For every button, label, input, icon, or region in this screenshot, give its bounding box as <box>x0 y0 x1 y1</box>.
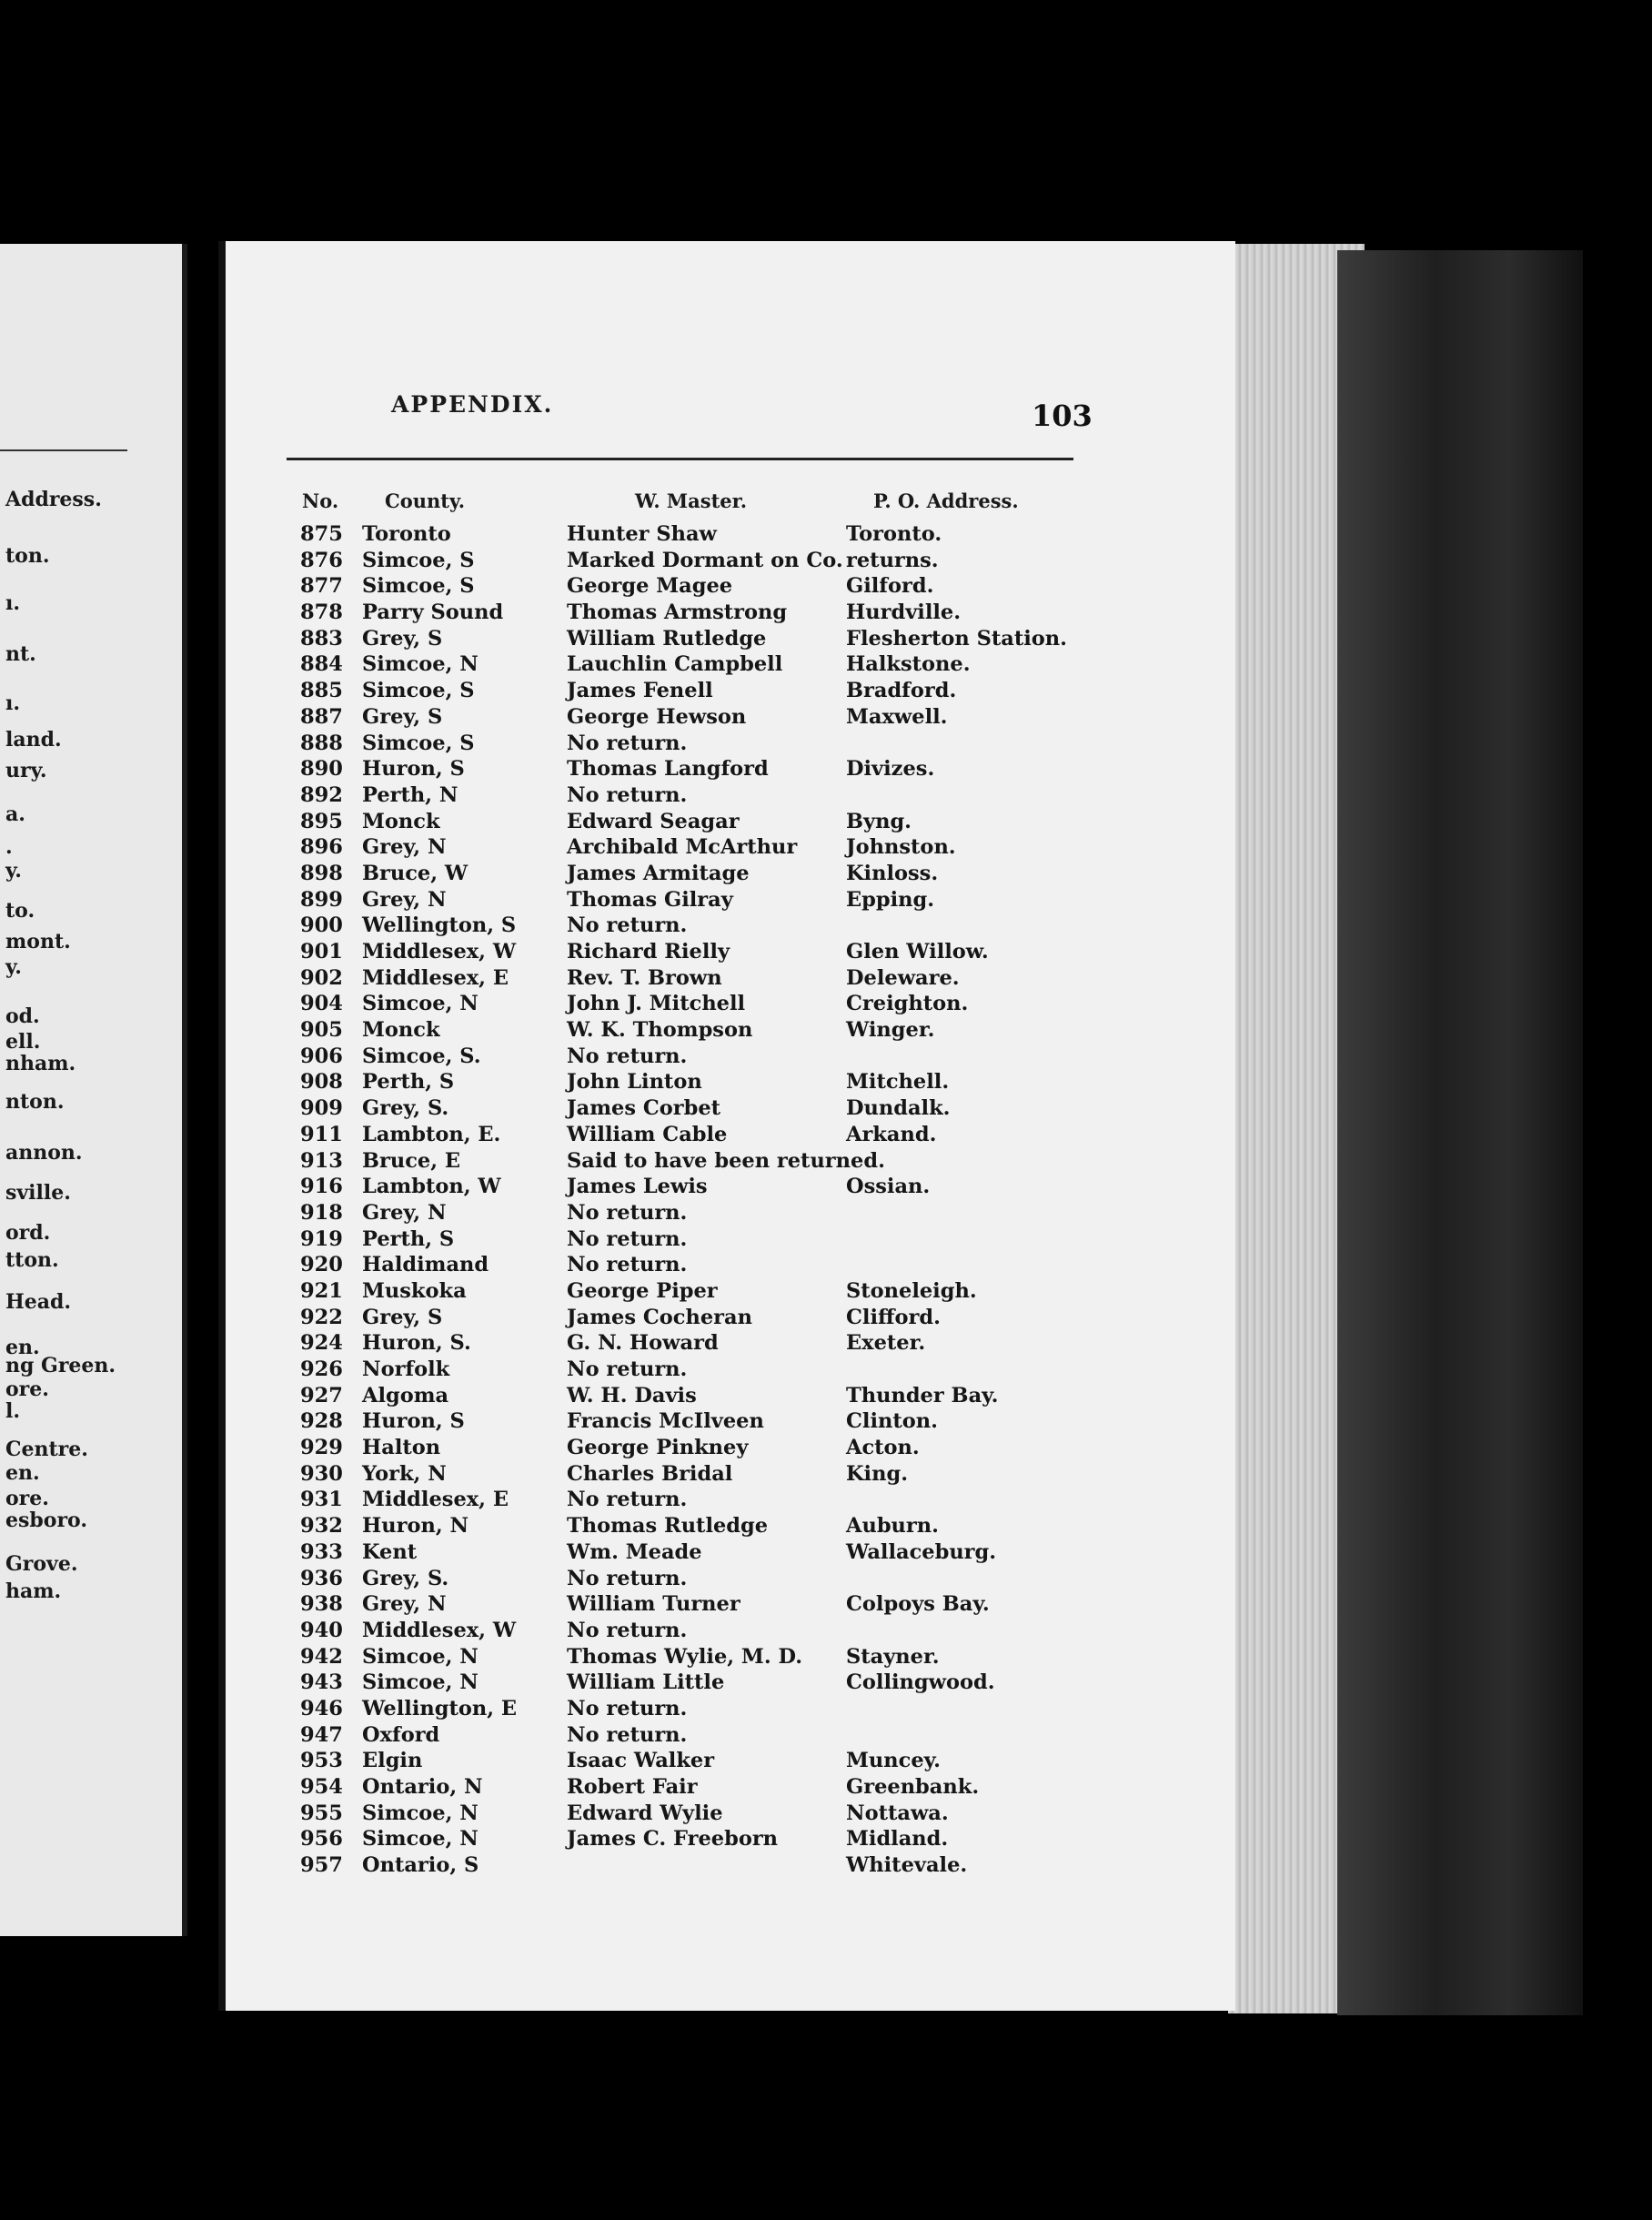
running-head: APPENDIX. <box>391 391 554 418</box>
table-row <box>0 913 1228 940</box>
worshipful-master: Hunter Shaw <box>567 522 717 546</box>
worshipful-master: No return. <box>567 731 688 755</box>
table-row <box>0 1044 1228 1071</box>
county: Middlesex, W <box>362 1618 517 1642</box>
post-office-address: Deleware. <box>846 965 960 990</box>
table-row <box>0 1201 1228 1227</box>
worshipful-master: George Piper <box>567 1278 718 1303</box>
left-page-fragment: ore. <box>5 1487 49 1510</box>
lodge-number: 928 <box>300 1409 343 1434</box>
table-row <box>0 1149 1228 1176</box>
lodge-number: 930 <box>300 1461 343 1486</box>
left-page-fragment: ord. <box>5 1221 51 1245</box>
worshipful-master: W. H. Davis <box>567 1383 697 1408</box>
worshipful-master: No return. <box>567 1566 688 1590</box>
post-office-address: Muncey. <box>846 1749 941 1773</box>
lodge-number: 940 <box>300 1618 343 1642</box>
county: Huron, N <box>362 1514 469 1539</box>
county: Bruce, W <box>362 861 468 885</box>
post-office-address: Gilford. <box>846 574 934 599</box>
table-row <box>0 1567 1228 1593</box>
lodge-number: 943 <box>300 1670 343 1695</box>
left-page-fragment: to. <box>5 899 35 923</box>
worshipful-master: William Cable <box>567 1122 728 1146</box>
left-page-fragment: ı. <box>5 591 21 615</box>
worshipful-master: Isaac Walker <box>567 1749 715 1773</box>
lodge-number: 890 <box>300 757 343 782</box>
worshipful-master: Edward Seagar <box>567 809 740 833</box>
left-page-fragment: ı. <box>5 691 21 715</box>
table-row <box>0 1488 1228 1514</box>
table-row <box>0 1175 1228 1201</box>
post-office-address: Acton. <box>846 1436 920 1460</box>
worshipful-master: Said to have been returned. <box>567 1148 885 1173</box>
county: Bruce, E <box>362 1148 461 1173</box>
post-office-address: Auburn. <box>846 1514 939 1539</box>
left-page-fragment: Address. <box>5 488 102 511</box>
left-page-fragment: ore. <box>5 1377 49 1401</box>
table-row <box>0 940 1228 966</box>
table-row <box>0 992 1228 1018</box>
lodge-number: 887 <box>300 704 343 729</box>
table-row <box>0 1227 1228 1254</box>
county: Simcoe, S. <box>362 1044 481 1068</box>
worshipful-master: Francis McIlveen <box>567 1409 764 1434</box>
lodge-number: 957 <box>300 1853 343 1878</box>
county: Kent <box>362 1539 418 1564</box>
post-office-address: Clinton. <box>846 1409 938 1434</box>
table-row <box>0 1384 1228 1410</box>
lodge-number: 916 <box>300 1175 343 1199</box>
table-row <box>0 1253 1228 1279</box>
left-page-fragment: annon. <box>5 1141 83 1165</box>
table-row <box>0 522 1228 549</box>
county: Huron, S <box>362 757 465 782</box>
county: Perth, S <box>362 1226 455 1251</box>
county: Monck <box>362 809 440 833</box>
worshipful-master: No return. <box>567 1253 688 1277</box>
post-office-address: Winger. <box>846 1018 935 1043</box>
lodge-number: 922 <box>300 1305 343 1329</box>
county: Muskoka <box>362 1278 467 1303</box>
worshipful-master: Rev. T. Brown <box>567 965 722 990</box>
post-office-address: Byng. <box>846 809 912 833</box>
table-row <box>0 627 1228 653</box>
table-row <box>0 1070 1228 1096</box>
county: Grey, N <box>362 887 447 912</box>
lodge-number: 909 <box>300 1096 343 1121</box>
lodge-number: 898 <box>300 861 343 885</box>
post-office-address: Flesherton Station. <box>846 626 1067 651</box>
lodge-number: 929 <box>300 1436 343 1460</box>
left-page-fragment: nham. <box>5 1052 76 1075</box>
table-row <box>0 1306 1228 1332</box>
table-row <box>0 1409 1228 1436</box>
left-page-fragment: en. <box>5 1461 40 1485</box>
county: Halton <box>362 1436 441 1460</box>
lodge-number: 924 <box>300 1331 343 1356</box>
left-page-fragment: ng Green. <box>5 1354 116 1377</box>
post-office-address: Wallaceburg. <box>846 1539 997 1564</box>
lodge-number: 877 <box>300 574 343 599</box>
county: Grey, N <box>362 1592 447 1617</box>
county: Oxford <box>362 1722 440 1747</box>
table-row <box>0 1697 1228 1723</box>
worshipful-master: William Rutledge <box>567 626 767 651</box>
post-office-address: Dundalk. <box>846 1096 951 1121</box>
county: Simcoe, S <box>362 548 475 572</box>
table-row <box>0 1775 1228 1801</box>
worshipful-master: No return. <box>567 1696 688 1720</box>
left-page-rule <box>0 449 127 451</box>
post-office-address: Thunder Bay. <box>846 1383 999 1408</box>
worshipful-master: Lauchlin Campbell <box>567 652 783 677</box>
lodge-number: 954 <box>300 1775 343 1799</box>
post-office-address: Divizes. <box>846 757 935 782</box>
worshipful-master: W. K. Thompson <box>567 1018 753 1043</box>
worshipful-master: Edward Wylie <box>567 1801 723 1825</box>
county: Ontario, N <box>362 1775 483 1799</box>
worshipful-master: Robert Fair <box>567 1775 698 1799</box>
county: Grey, S. <box>362 1096 449 1121</box>
table-row <box>0 679 1228 705</box>
table-row <box>0 1436 1228 1462</box>
lodge-number: 895 <box>300 809 343 833</box>
county: Simcoe, N <box>362 1670 478 1695</box>
col-header-no: No. <box>302 489 339 512</box>
table-row <box>0 652 1228 679</box>
post-office-address: Halkstone. <box>846 652 971 677</box>
left-page-fragment: od. <box>5 1004 40 1028</box>
post-office-address: Colpoys Bay. <box>846 1592 990 1617</box>
col-header-address: P. O. Address. <box>873 489 1019 512</box>
lodge-number: 888 <box>300 731 343 755</box>
worshipful-master: No return. <box>567 782 688 807</box>
left-page-fragment: . <box>5 835 13 859</box>
worshipful-master: No return. <box>567 1488 688 1512</box>
table-row <box>0 1357 1228 1384</box>
worshipful-master: James Armitage <box>567 861 750 885</box>
county: Perth, N <box>362 782 458 807</box>
county: Grey, S <box>362 1305 443 1329</box>
worshipful-master: Marked Dormant on Co. <box>567 548 843 572</box>
left-page-fragment: mont. <box>5 930 71 954</box>
table-row <box>0 1723 1228 1750</box>
post-office-address: Collingwood. <box>846 1670 995 1695</box>
county: Huron, S. <box>362 1331 471 1356</box>
lodge-number: 955 <box>300 1801 343 1825</box>
worshipful-master: No return. <box>567 1226 688 1251</box>
worshipful-master: No return. <box>567 1200 688 1225</box>
table-row <box>0 1018 1228 1044</box>
worshipful-master: Richard Rielly <box>567 940 730 964</box>
left-page-fragment: en. <box>5 1336 40 1359</box>
worshipful-master: Thomas Rutledge <box>567 1514 769 1539</box>
lodge-number: 902 <box>300 965 343 990</box>
left-page-fragment: nton. <box>5 1090 65 1114</box>
post-office-address: Greenbank. <box>846 1775 980 1799</box>
worshipful-master: James C. Freeborn <box>567 1827 779 1852</box>
lodge-number: 921 <box>300 1278 343 1303</box>
table-row <box>0 549 1228 575</box>
left-page-fragment: Centre. <box>5 1438 88 1461</box>
post-office-address: Glen Willow. <box>846 940 989 964</box>
worshipful-master: George Hewson <box>567 704 747 729</box>
county: Simcoe, N <box>362 1644 478 1669</box>
post-office-address: Creighton. <box>846 992 969 1016</box>
table-row <box>0 783 1228 810</box>
table-row <box>0 1279 1228 1306</box>
lodge-number: 946 <box>300 1696 343 1720</box>
post-office-address: Clifford. <box>846 1305 941 1329</box>
lodge-number: 905 <box>300 1018 343 1043</box>
lodge-number: 926 <box>300 1357 343 1381</box>
lodge-number: 883 <box>300 626 343 651</box>
left-page-fragment: tton. <box>5 1248 59 1272</box>
table-row <box>0 574 1228 600</box>
left-page-fragment: esboro. <box>5 1509 87 1532</box>
lodge-number: 913 <box>300 1148 343 1173</box>
table-row <box>0 1592 1228 1619</box>
worshipful-master: James Corbet <box>567 1096 721 1121</box>
table-row <box>0 732 1228 758</box>
table-row <box>0 757 1228 783</box>
lodge-number: 953 <box>300 1749 343 1773</box>
book-edge <box>1337 250 1583 2015</box>
lodge-number: 911 <box>300 1122 343 1146</box>
col-header-county: County. <box>385 489 466 512</box>
left-page-fragment: sville. <box>5 1181 71 1205</box>
county: Parry Sound <box>362 600 504 625</box>
worshipful-master: Thomas Gilray <box>567 887 733 912</box>
county: Simcoe, N <box>362 1801 478 1825</box>
worshipful-master: James Cocheran <box>567 1305 752 1329</box>
page-number: 103 <box>1032 399 1093 433</box>
table-row <box>0 1749 1228 1775</box>
worshipful-master: No return. <box>567 1044 688 1068</box>
county: Lambton, E. <box>362 1122 501 1146</box>
left-page-fragment: land. <box>5 728 62 752</box>
lodge-number: 936 <box>300 1566 343 1590</box>
table-row <box>0 1462 1228 1488</box>
worshipful-master: George Pinkney <box>567 1436 749 1460</box>
lodge-number: 906 <box>300 1044 343 1068</box>
lodge-number: 919 <box>300 1226 343 1251</box>
worshipful-master: No return. <box>567 913 688 938</box>
county: Grey, S. <box>362 1566 449 1590</box>
lodge-number: 942 <box>300 1644 343 1669</box>
post-office-address: Johnston. <box>846 835 956 860</box>
worshipful-master: Thomas Langford <box>567 757 769 782</box>
county: Haldimand <box>362 1253 489 1277</box>
lodge-number: 932 <box>300 1514 343 1539</box>
left-page-fragment: l. <box>5 1399 21 1423</box>
left-page-fragment: y. <box>5 955 22 979</box>
post-office-address: Bradford. <box>846 679 957 703</box>
table-row <box>0 1514 1228 1540</box>
lodge-number: 931 <box>300 1488 343 1512</box>
post-office-address: Stoneleigh. <box>846 1278 977 1303</box>
col-header-master: W. Master. <box>635 489 748 512</box>
worshipful-master: Wm. Meade <box>567 1539 702 1564</box>
county: Algoma <box>362 1383 449 1408</box>
worshipful-master: James Fenell <box>567 679 713 703</box>
post-office-address: Stayner. <box>846 1644 940 1669</box>
lodge-number: 938 <box>300 1592 343 1617</box>
county: Simcoe, N <box>362 1827 478 1852</box>
worshipful-master: John J. Mitchell <box>567 992 746 1016</box>
lodge-number: 947 <box>300 1722 343 1747</box>
header-rule <box>287 458 1073 460</box>
left-page-fragment: ton. <box>5 544 50 568</box>
worshipful-master: G. N. Howard <box>567 1331 719 1356</box>
post-office-address: Toronto. <box>846 522 942 546</box>
lodge-number: 920 <box>300 1253 343 1277</box>
lodge-number: 892 <box>300 782 343 807</box>
county: Monck <box>362 1018 440 1043</box>
left-page-fragment: ury. <box>5 759 47 782</box>
post-office-address: Epping. <box>846 887 935 912</box>
table-row <box>0 810 1228 836</box>
worshipful-master: William Little <box>567 1670 725 1695</box>
worshipful-master: Charles Bridal <box>567 1461 733 1486</box>
lodge-list <box>0 522 1228 1880</box>
table-row <box>0 705 1228 732</box>
county: Simcoe, S <box>362 679 475 703</box>
worshipful-master: No return. <box>567 1357 688 1381</box>
table-row <box>0 1123 1228 1149</box>
worshipful-master: No return. <box>567 1618 688 1642</box>
county: Simcoe, N <box>362 652 478 677</box>
post-office-address: King. <box>846 1461 909 1486</box>
worshipful-master: James Lewis <box>567 1175 708 1199</box>
lodge-number: 933 <box>300 1539 343 1564</box>
lodge-number: 901 <box>300 940 343 964</box>
left-page-fragment: Head. <box>5 1290 72 1314</box>
worshipful-master: Archibald McArthur <box>567 835 798 860</box>
post-office-address: Whitevale. <box>846 1853 968 1878</box>
lodge-number: 918 <box>300 1200 343 1225</box>
table-row <box>0 888 1228 914</box>
worshipful-master: Thomas Wylie, M. D. <box>567 1644 803 1669</box>
post-office-address: Arkand. <box>846 1122 937 1146</box>
post-office-address: Midland. <box>846 1827 949 1852</box>
post-office-address: Hurdville. <box>846 600 962 625</box>
county: Grey, S <box>362 626 443 651</box>
county: Grey, N <box>362 1200 447 1225</box>
county: Toronto <box>362 522 451 546</box>
county: Norfolk <box>362 1357 450 1381</box>
worshipful-master: John Linton <box>567 1070 702 1095</box>
lodge-number: 876 <box>300 548 343 572</box>
left-page-fragment: y. <box>5 859 22 883</box>
county: Grey, N <box>362 835 447 860</box>
county: Middlesex, E <box>362 1488 509 1512</box>
county: York, N <box>362 1461 447 1486</box>
lodge-number: 908 <box>300 1070 343 1095</box>
left-page-fragment: ell. <box>5 1030 41 1054</box>
table-row <box>0 1853 1228 1880</box>
county: Lambton, W <box>362 1175 501 1199</box>
county: Simcoe, S <box>362 574 475 599</box>
table-row <box>0 1619 1228 1645</box>
county: Grey, S <box>362 704 443 729</box>
post-office-address: Ossian. <box>846 1175 931 1199</box>
lodge-number: 956 <box>300 1827 343 1852</box>
left-page-fragment: nt. <box>5 642 36 666</box>
lodge-number: 904 <box>300 992 343 1016</box>
county: Perth, S <box>362 1070 455 1095</box>
county: Middlesex, W <box>362 940 517 964</box>
table-row <box>0 1670 1228 1697</box>
table-row <box>0 1096 1228 1123</box>
county: Ontario, S <box>362 1853 479 1878</box>
county: Simcoe, S <box>362 731 475 755</box>
worshipful-master: William Turner <box>567 1592 740 1617</box>
post-office-address: Mitchell. <box>846 1070 950 1095</box>
table-row <box>0 600 1228 627</box>
table-row <box>0 1827 1228 1853</box>
lodge-number: 885 <box>300 679 343 703</box>
county: Wellington, S <box>362 913 517 938</box>
lodge-number: 896 <box>300 835 343 860</box>
worshipful-master: Thomas Armstrong <box>567 600 788 625</box>
county: Huron, S <box>362 1409 465 1434</box>
county: Middlesex, E <box>362 965 509 990</box>
post-office-address: Maxwell. <box>846 704 948 729</box>
table-row <box>0 1331 1228 1357</box>
worshipful-master: George Magee <box>567 574 733 599</box>
lodge-number: 927 <box>300 1383 343 1408</box>
table-row <box>0 1645 1228 1671</box>
lodge-number: 884 <box>300 652 343 677</box>
table-row <box>0 966 1228 993</box>
county: Elgin <box>362 1749 423 1773</box>
table-row <box>0 1540 1228 1567</box>
post-office-address: returns. <box>846 548 939 572</box>
table-row <box>0 862 1228 888</box>
left-page-fragment: a. <box>5 802 25 826</box>
post-office-address: Exeter. <box>846 1331 926 1356</box>
post-office-address: Nottawa. <box>846 1801 949 1825</box>
lodge-number: 900 <box>300 913 343 938</box>
left-page-fragment: Grove. <box>5 1552 78 1576</box>
post-office-address: Kinloss. <box>846 861 939 885</box>
table-row <box>0 835 1228 862</box>
lodge-number: 899 <box>300 887 343 912</box>
lodge-number: 875 <box>300 522 343 546</box>
table-row <box>0 1801 1228 1828</box>
county: Wellington, E <box>362 1696 518 1720</box>
county: Simcoe, N <box>362 992 478 1016</box>
lodge-number: 878 <box>300 600 343 625</box>
worshipful-master: No return. <box>567 1722 688 1747</box>
left-page-fragment: ham. <box>5 1579 62 1603</box>
